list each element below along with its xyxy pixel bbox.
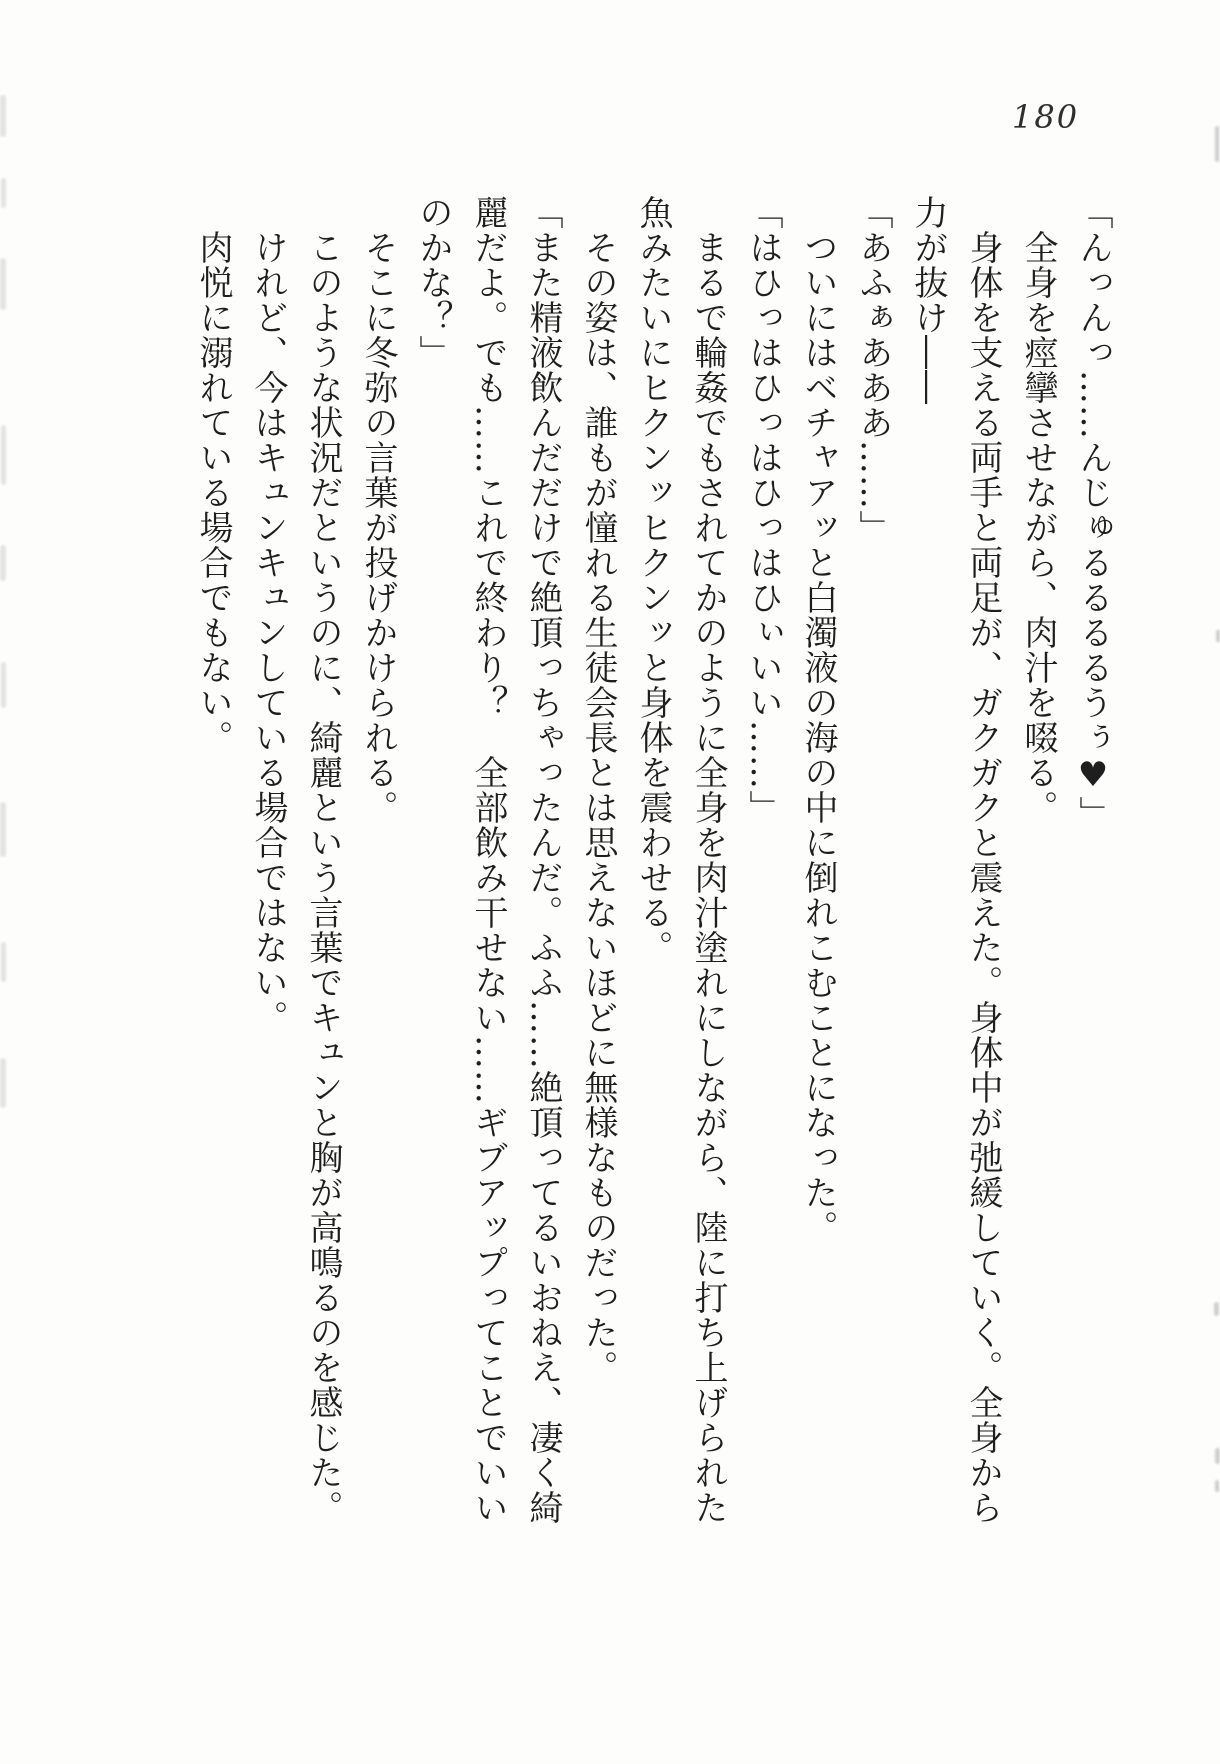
- text-column: 麗だよ。でも……これで終わり？ 全部飲み干せない……ギブアップってことでいい: [468, 195, 508, 1525]
- scan-artifact: [1, 942, 6, 982]
- scan-artifact: [0, 545, 6, 581]
- text-column: 肉悦に溺れている場合でもない。: [193, 195, 233, 755]
- scan-artifact: [1, 425, 6, 485]
- scan-artifact: [1216, 630, 1220, 642]
- scan-artifact: [1, 178, 6, 208]
- text-column: けれど、今はキュンキュンしている場合ではない。: [248, 195, 288, 1035]
- text-column: 「あふぁあああ……」: [853, 195, 893, 545]
- scan-artifact: [1215, 1480, 1219, 1492]
- vertical-text-block: [110, 195, 1113, 1615]
- scan-artifact: [1215, 1448, 1220, 1464]
- text-column: 身体を支える両手と両足が、ガクガクと震えた。身体中が弛緩していく。全身から: [963, 195, 1003, 1525]
- text-column: 全身を痙攣させながら、肉汁を啜る。: [1018, 195, 1058, 825]
- page-number: 180: [1012, 98, 1080, 136]
- scan-artifact: [0, 258, 6, 310]
- scan-artifact: [1214, 1302, 1219, 1316]
- scan-artifact: [1, 662, 6, 708]
- text-column: 「はひっはひっはひっはひぃいい……」: [743, 195, 783, 825]
- text-column: のかな？」: [413, 195, 453, 370]
- scan-artifact: [1215, 126, 1219, 162]
- text-column: その姿は、誰もが憧れる生徒会長とは思えないほどに無様なものだった。: [578, 195, 618, 1385]
- scan-artifact: [0, 1058, 6, 1108]
- text-column: 魚みたいにヒクンッヒクンッと身体を震わせる。: [633, 195, 673, 965]
- text-column: 力が抜け――: [908, 195, 948, 405]
- scan-artifact: [0, 802, 6, 857]
- text-column: ついにはベチャアッと白濁液の海の中に倒れこむことになった。: [798, 195, 838, 1245]
- text-column: 「また精液飲んだだけで絶頂っちゃったんだ。ふふ……絶頂ってるいおねえ、凄く綺: [523, 195, 563, 1525]
- text-column: このような状況だというのに、綺麗という言葉でキュンと胸が高鳴るのを感じた。: [303, 195, 343, 1525]
- text-column: そこに冬弥の言葉が投げかけられる。: [358, 195, 398, 825]
- text-column: まるで輪姦でもされてかのように全身を肉汁塗れにしながら、陸に打ち上げられた: [688, 195, 728, 1525]
- scan-artifact: [0, 95, 6, 137]
- text-column: 「んっんっ……んじゅるるるるうぅ♥」: [1073, 195, 1113, 831]
